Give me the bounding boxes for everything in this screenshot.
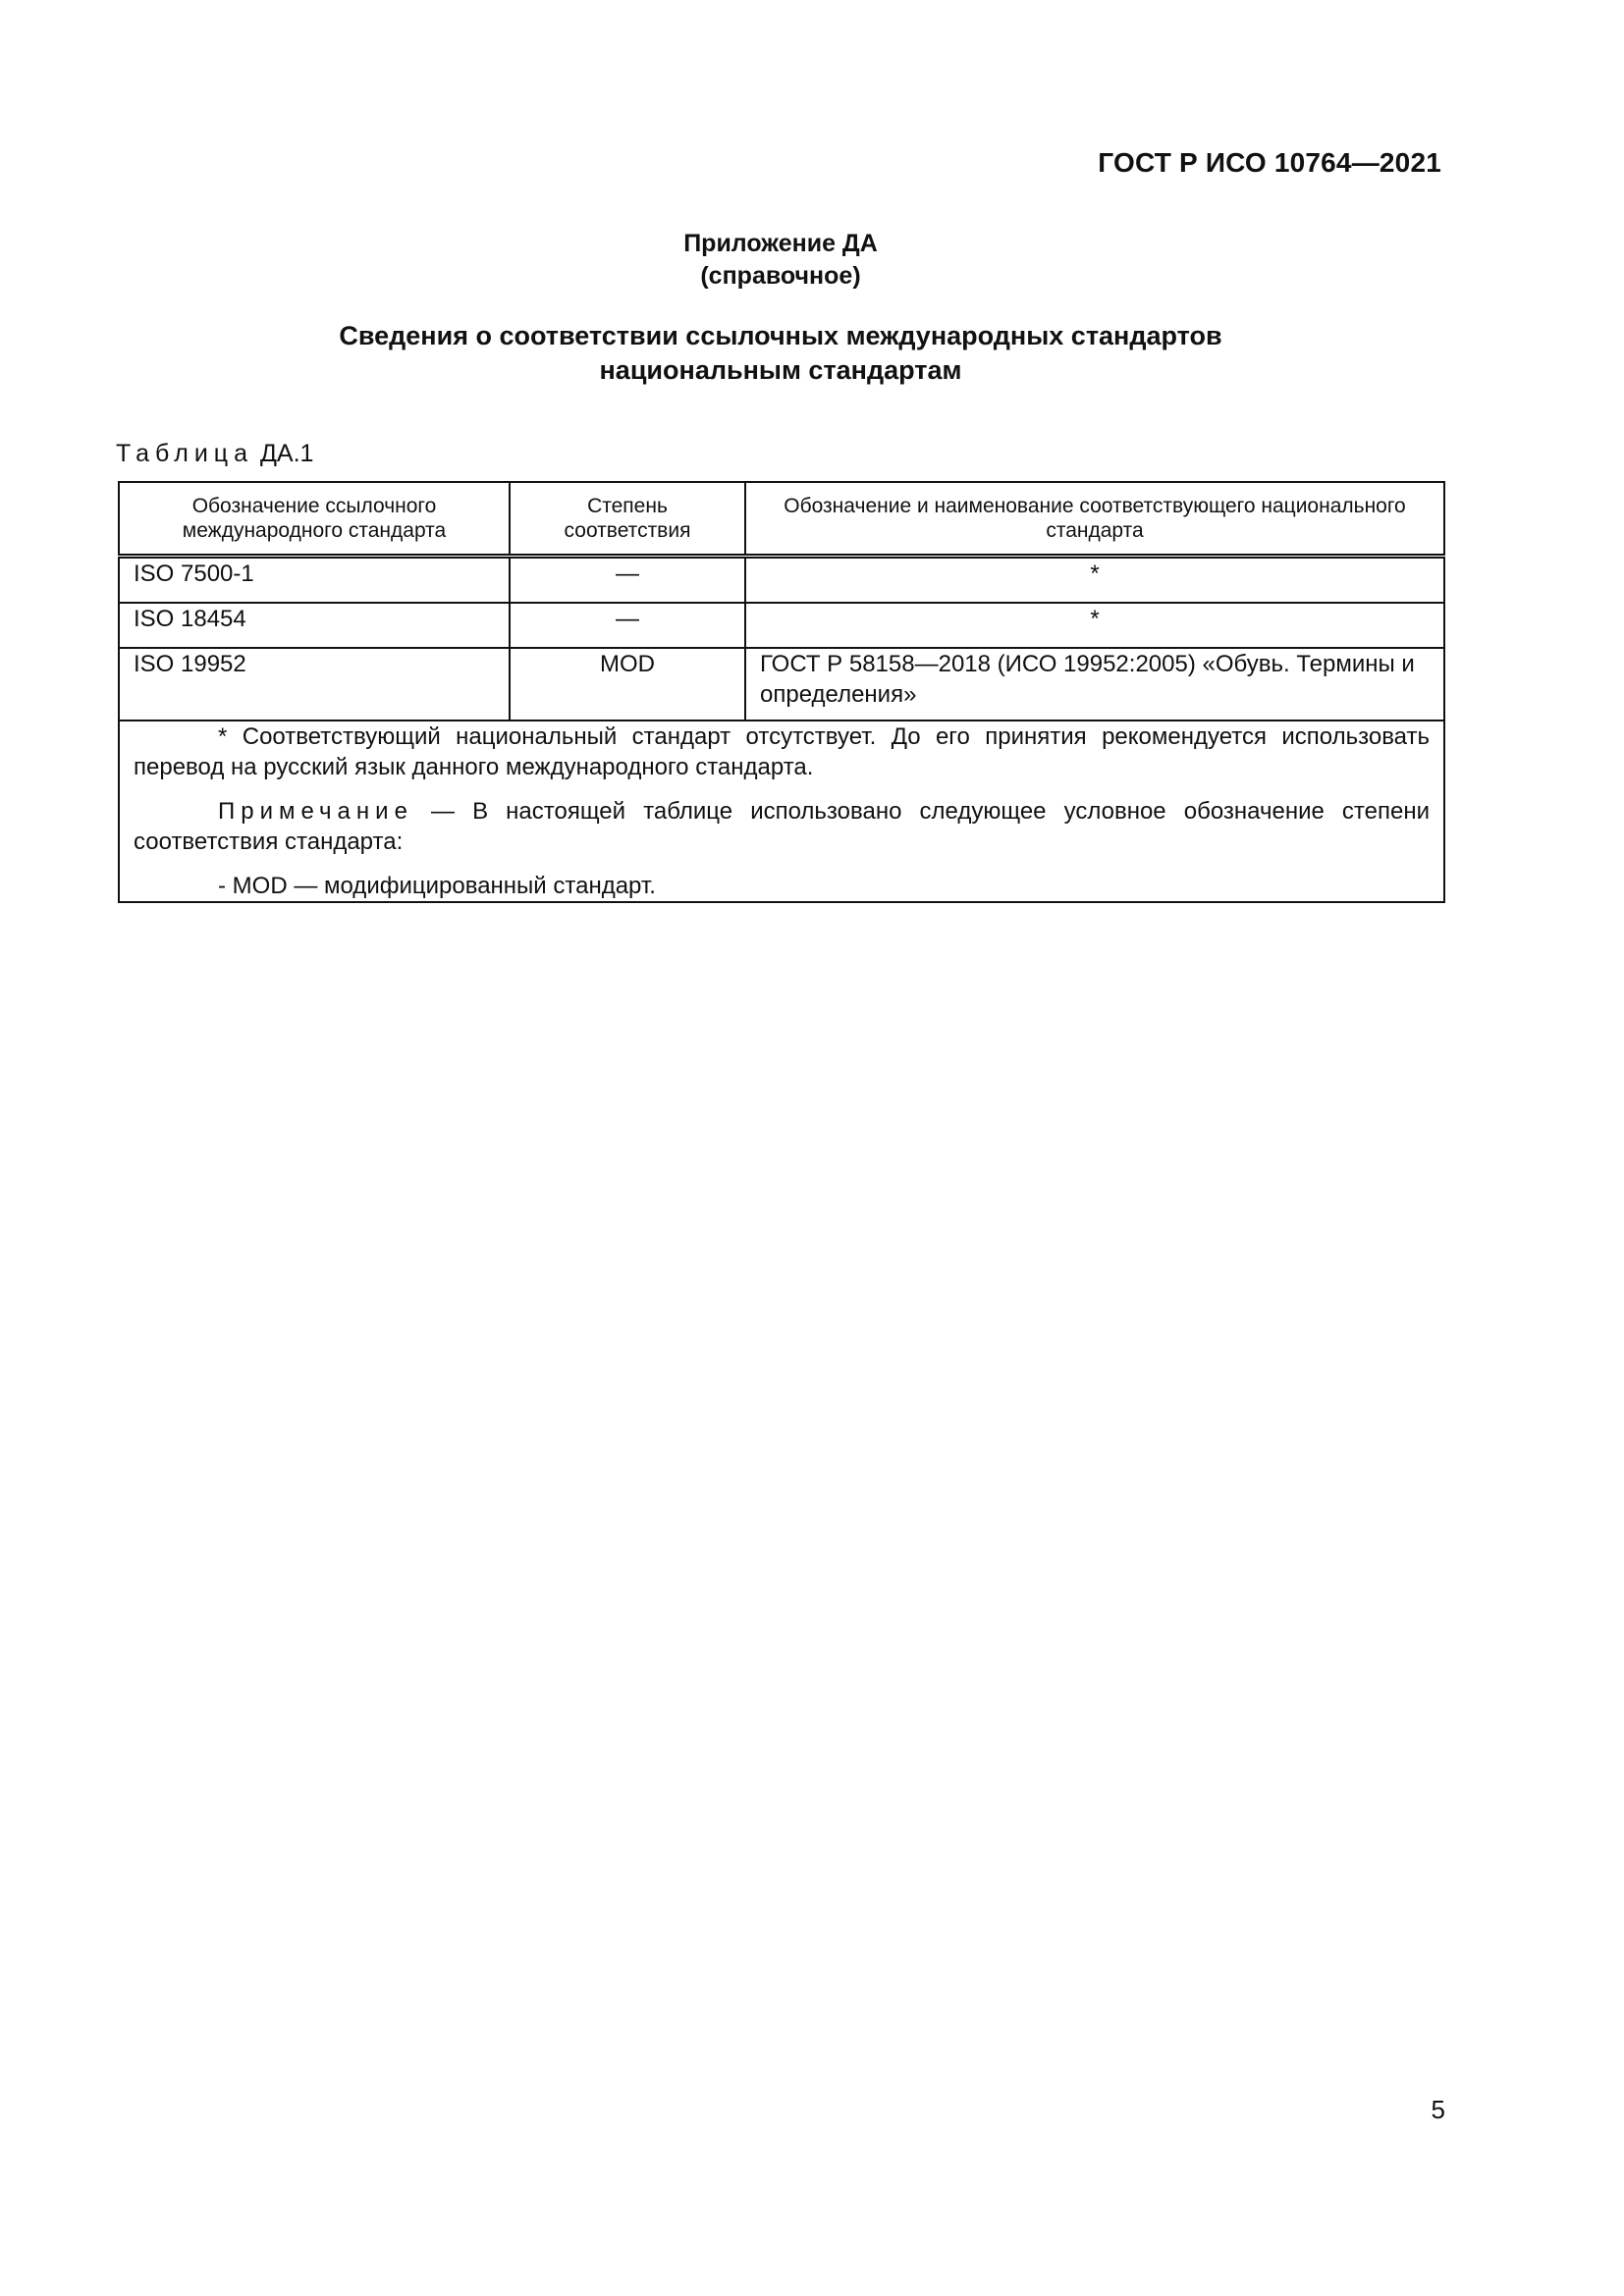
cell-national: * bbox=[745, 557, 1444, 604]
table-header-row bbox=[119, 482, 1444, 557]
table-row bbox=[119, 557, 1444, 604]
table-row bbox=[119, 603, 1444, 648]
table-notes-cell bbox=[119, 721, 1444, 902]
cell-standard: ISO 19952 bbox=[119, 648, 510, 721]
table-note-item: - MOD — модифицированный стандарт. bbox=[218, 873, 656, 899]
note-label: Примечание bbox=[218, 798, 413, 825]
table-label-number: ДА.1 bbox=[259, 440, 314, 467]
annex-subtitle: (справочное) bbox=[700, 262, 861, 290]
table-notes-row bbox=[119, 721, 1444, 902]
section-title-line-2: национальным стандартам bbox=[599, 355, 962, 385]
document-code: ГОСТ Р ИСО 10764—2021 bbox=[1098, 147, 1441, 178]
cell-degree: — bbox=[510, 557, 745, 604]
annex-title: Приложение ДА bbox=[683, 230, 878, 257]
page-number: 5 bbox=[1431, 2095, 1445, 2124]
cell-national: ГОСТ Р 58158—2018 (ИСО 19952:2005) «Обувь. Термины и определения» bbox=[745, 648, 1444, 721]
cell-national: * bbox=[745, 603, 1444, 648]
table-row bbox=[119, 648, 1444, 721]
column-header-standard: Обозначение ссылочного международного стандарта bbox=[119, 482, 510, 557]
cell-degree: MOD bbox=[510, 648, 745, 721]
table-footnote: * Соответствующий национальный стандарт отсутствует. До его принятия рекомендуется использовать перевод на русский язык данного международного стандарта. bbox=[134, 723, 1430, 780]
table-label-word: Таблица bbox=[116, 440, 254, 467]
note-text: — В настоящей таблице использовано следующее условное обозначение степени соответствия стандарта: bbox=[134, 798, 1430, 855]
cell-degree: — bbox=[510, 603, 745, 648]
table-note bbox=[134, 796, 1430, 857]
section-title bbox=[0, 319, 1561, 388]
cell-standard: ISO 7500-1 bbox=[119, 557, 510, 604]
column-header-national: Обозначение и наименование соответствующего национального стандарта bbox=[745, 482, 1444, 557]
table-label bbox=[116, 440, 313, 468]
section-title-line-1: Сведения о соответствии ссылочных международных стандартов bbox=[339, 321, 1222, 350]
column-header-degree: Степень соответствия bbox=[510, 482, 745, 557]
correspondence-table bbox=[118, 481, 1445, 903]
annex-heading bbox=[0, 228, 1561, 293]
cell-standard: ISO 18454 bbox=[119, 603, 510, 648]
